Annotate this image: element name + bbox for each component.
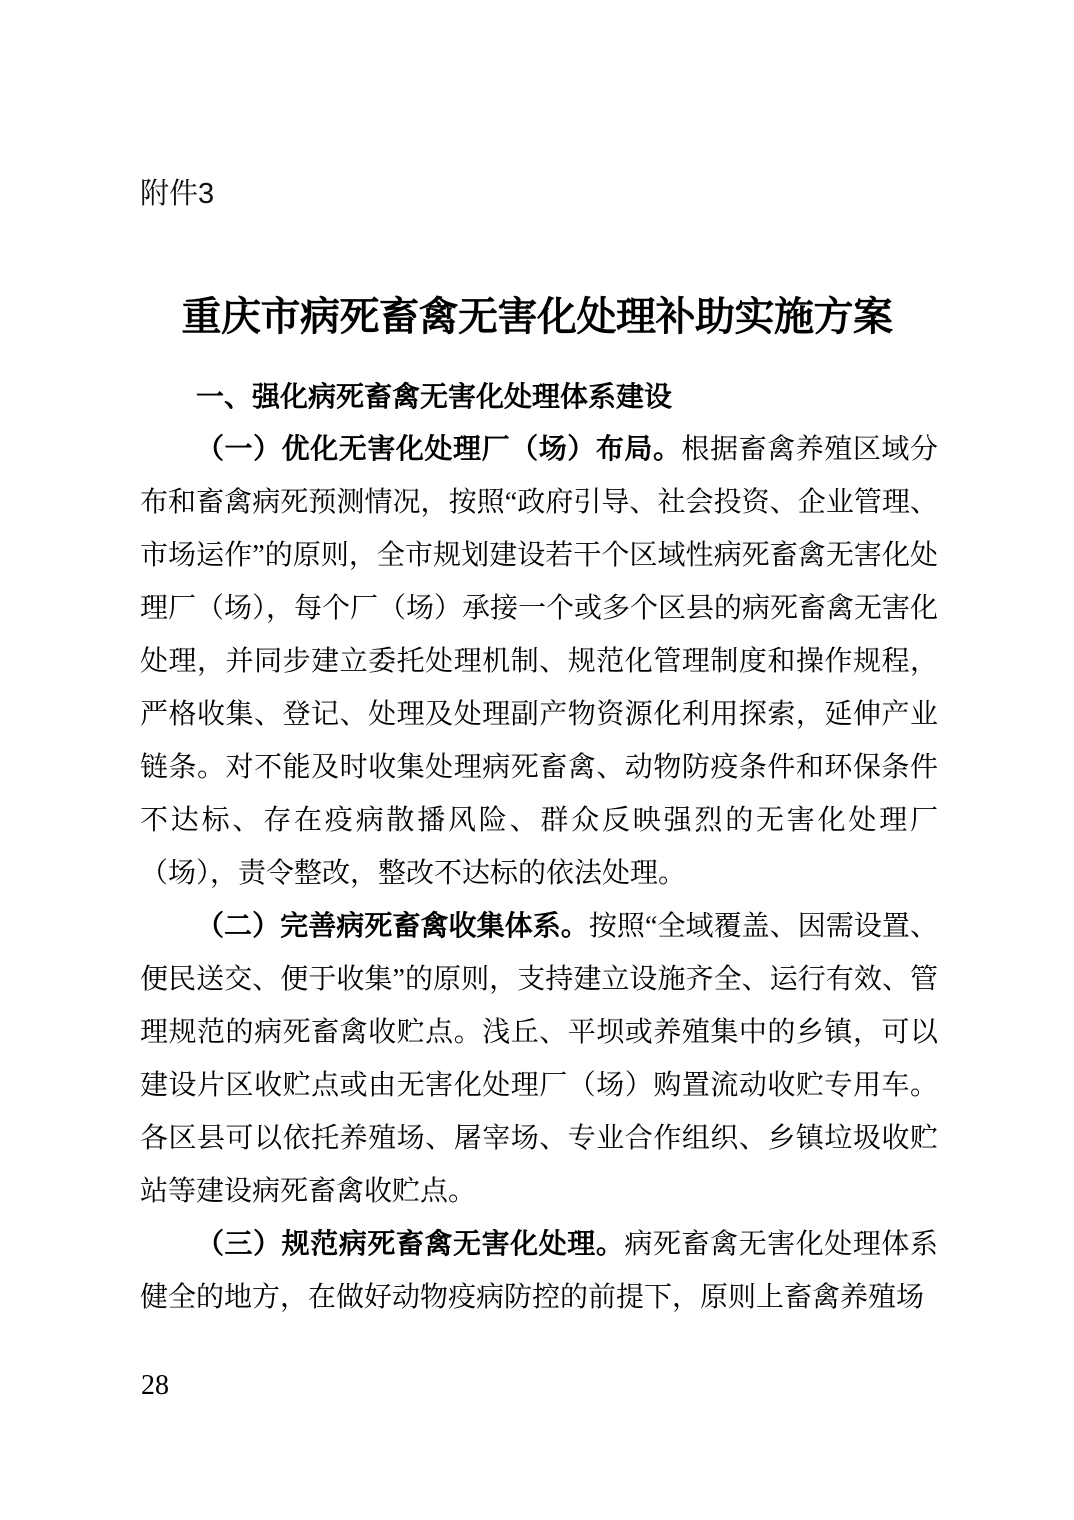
paragraph-3-lead: （三）规范病死畜禽无害化处理。 bbox=[196, 1229, 625, 1260]
paragraph-2-lead: （二）完善病死畜禽收集体系。 bbox=[196, 911, 589, 942]
paragraph-2-text: 按照“全域覆盖、因需设置、便民送交、便于收集”的原则，支持建立设施齐全、运行有效、管理规范的病死畜禽收贮点。浅丘、平坝或养殖集中的乡镇，可以建设片区收贮点或由无害化处理厂（场）购置流动收贮专用车。各区县可以依托养殖场、屠宰场、专业合作组织、乡镇垃圾收贮站等建设病死畜禽收贮点。 bbox=[140, 911, 938, 1207]
paragraph-1-lead: （一）优化无害化处理厂（场）布局。 bbox=[196, 434, 682, 465]
paragraph-1-text: 根据畜禽养殖区域分布和畜禽病死预测情况，按照“政府引导、社会投资、企业管理、市场运作”的原则，全市规划建设若干个区域性病死畜禽无害化处理厂（场），每个厂（场）承接一个或多个区县的病死畜禽无害化处理，并同步建立委托处理机制、规范化管理制度和操作规程，严格收集、登记、处理及处理副产物资源化利用探索，延伸产业链条。对不能及时收集处理病死畜禽、动物防疫条件和环保条件不达标、存在疫病散播风险、群众反映强烈的无害化处理厂（场），责令整改，整改不达标的依法处理。 bbox=[140, 434, 939, 889]
attachment-label: 附件3 bbox=[140, 178, 215, 210]
paragraph-1 bbox=[140, 423, 938, 900]
paragraph-2 bbox=[140, 900, 938, 1218]
page-number: 28 bbox=[141, 1370, 169, 1401]
document-body bbox=[140, 370, 938, 1324]
paragraph-3-text: 病死畜禽无害化处理体系健全的地方，在做好动物疫病防控的前提下，原则上畜禽养殖场 bbox=[140, 1229, 938, 1313]
section-heading: 一、强化病死畜禽无害化处理体系建设 bbox=[196, 381, 673, 412]
paragraph-3 bbox=[140, 1218, 938, 1324]
document-title: 重庆市病死畜禽无害化处理补助实施方案 bbox=[181, 293, 893, 339]
